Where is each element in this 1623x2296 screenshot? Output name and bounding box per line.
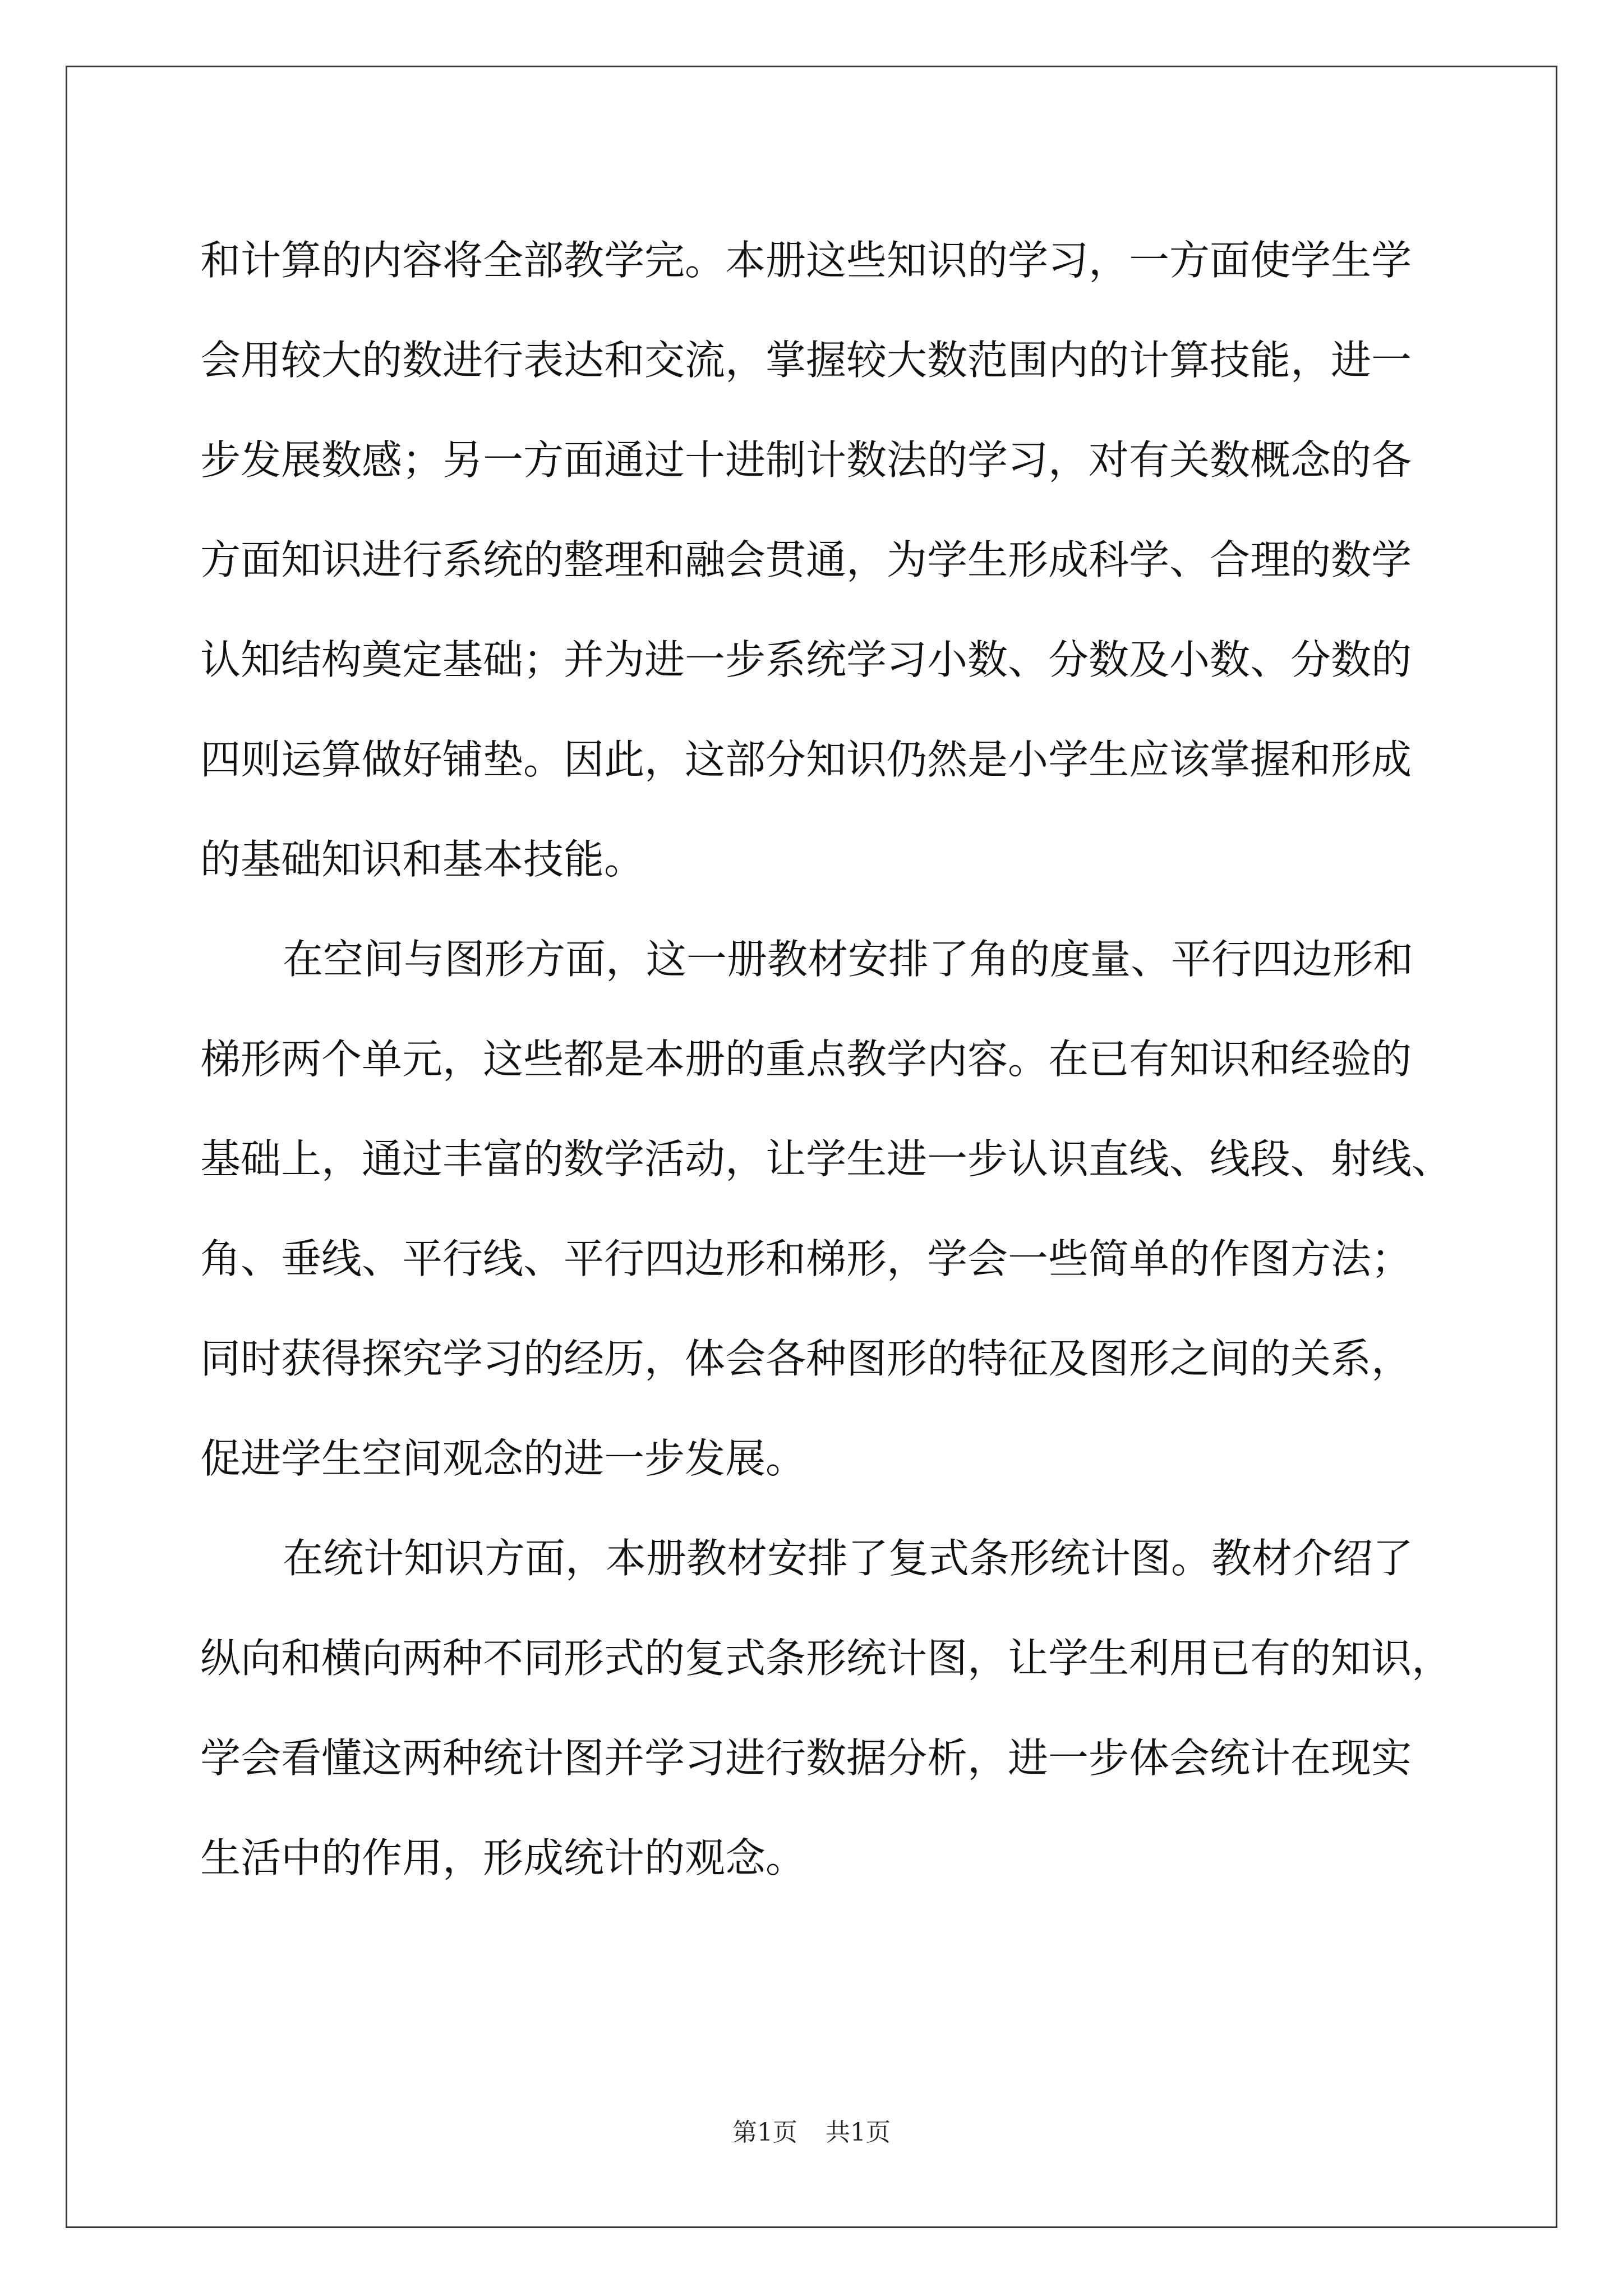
text-line: 会用较大的数进行表达和交流，掌握较大数范围内的计算技能，进一 — [200, 337, 1412, 384]
text-line: 角、垂线、平行线、平行四边形和梯形，学会一些简单的作图方法； — [200, 1235, 1412, 1282]
document-body — [200, 210, 1484, 1908]
text-line: 基础上，通过丰富的数学活动，让学生进一步认识直线、线段、射线、 — [200, 1135, 1453, 1182]
text-line: 和计算的内容将全部教学完。本册这些知识的学习，一方面使学生学 — [200, 237, 1412, 284]
text-line: 同时获得探究学习的经历，体会各种图形的特征及图形之间的关系， — [200, 1335, 1412, 1382]
text-line: 促进学生空间观念的进一步发展。 — [200, 1435, 806, 1482]
page-number: 第1页 — [732, 2118, 797, 2147]
text-line: 生活中的作用，形成统计的观念。 — [200, 1834, 806, 1881]
text-line: 梯形两个单元，这些都是本册的重点教学内容。在已有知识和经验的 — [200, 1036, 1412, 1083]
page-total: 共1页 — [826, 2118, 891, 2147]
text-line: 的基础知识和基本技能。 — [200, 836, 645, 883]
text-line: 在统计知识方面，本册教材安排了复式条形统计图。教材介绍了 — [283, 1535, 1414, 1582]
page-footer — [0, 2112, 1623, 2148]
text-line: 四则运算做好铺垫。因此，这部分知识仍然是小学生应该掌握和形成 — [200, 736, 1412, 783]
text-line: 认知结构奠定基础；并为进一步系统学习小数、分数及小数、分数的 — [200, 636, 1412, 683]
text-line: 方面知识进行系统的整理和融会贯通，为学生形成科学、合理的数学 — [200, 536, 1412, 583]
text-line: 在空间与图形方面，这一册教材安排了角的度量、平行四边形和 — [283, 936, 1414, 983]
text-line: 学会看懂这两种统计图并学习进行数据分析，进一步体会统计在现实 — [200, 1734, 1412, 1782]
text-line: 纵向和横向两种不同形式的复式条形统计图，让学生利用已有的知识， — [200, 1635, 1453, 1682]
paragraph-2 — [200, 909, 1484, 1508]
text-line: 步发展数感；另一方面通过十进制计数法的学习，对有关数概念的各 — [200, 436, 1412, 484]
paragraph-1 — [200, 210, 1484, 909]
paragraph-3 — [200, 1508, 1484, 1908]
